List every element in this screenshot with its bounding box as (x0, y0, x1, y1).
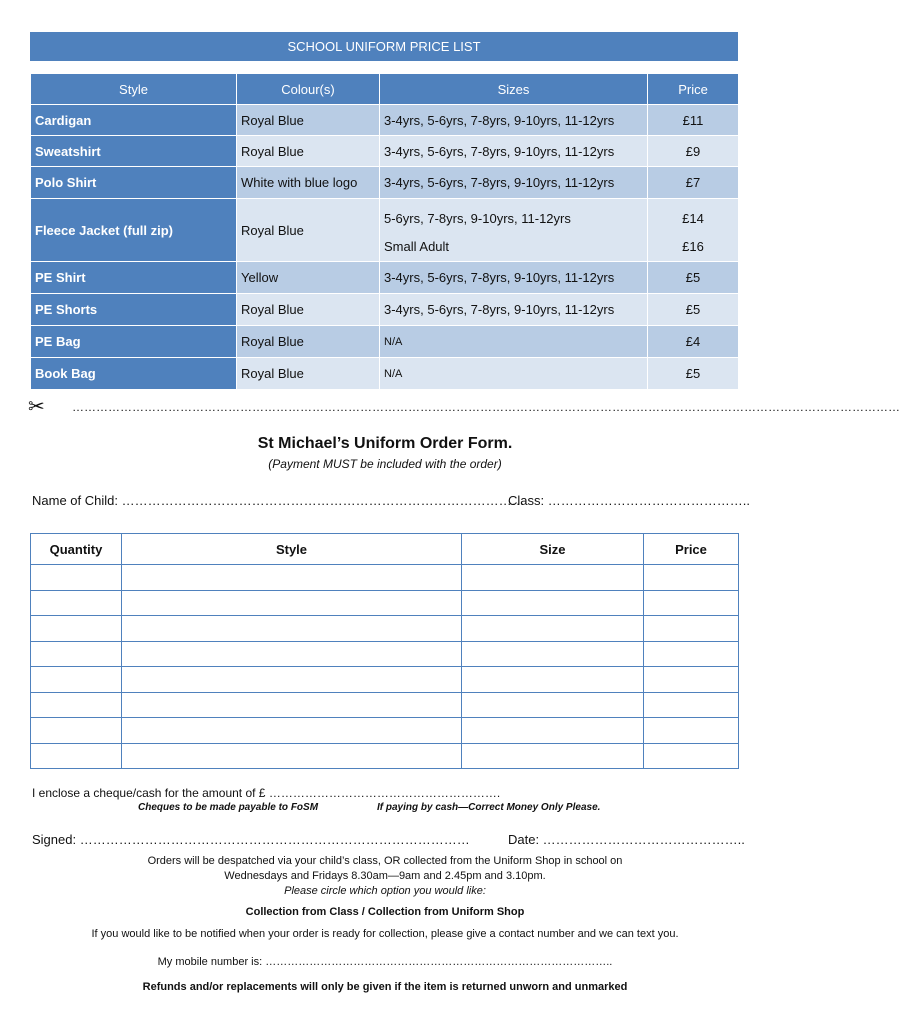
order-row (31, 667, 739, 693)
header-size: Size (462, 534, 644, 565)
row-colour: Royal Blue (237, 294, 380, 326)
row-colour: Royal Blue (237, 105, 380, 136)
table-row (31, 326, 739, 358)
quantity-cell[interactable] (31, 590, 122, 616)
despatch-note-line2: Wednesdays and Fridays 8.30am—9am and 2.45pm and 3.10pm. (224, 870, 546, 882)
row-style: PE Shirt (31, 262, 237, 294)
size-option: Small Adult (384, 239, 450, 254)
row-price: £5 (648, 294, 739, 326)
row-style: PE Shorts (31, 294, 237, 326)
row-style: Polo Shirt (31, 167, 237, 199)
row-style: PE Bag (31, 326, 237, 358)
mobile-number-field[interactable]: My mobile number is: ………………………………………………………………………………….. (157, 956, 613, 968)
header-quantity: Quantity (31, 534, 122, 565)
row-colour: Royal Blue (237, 136, 380, 167)
date-field[interactable]: Date: ……………………………………….. (508, 832, 745, 847)
size-cell[interactable] (462, 641, 644, 667)
row-colour: White with blue logo (237, 167, 380, 199)
size-cell[interactable] (462, 616, 644, 642)
row-sizes: 3-4yrs, 5-6yrs, 7-8yrs, 9-10yrs, 11-12yrs (380, 167, 648, 199)
size-cell[interactable] (462, 590, 644, 616)
row-price: £7 (648, 167, 739, 199)
row-style: Fleece Jacket (full zip) (31, 199, 237, 262)
size-option: 5-6yrs, 7-8yrs, 9-10yrs, 11-12yrs (384, 211, 571, 226)
price-cell[interactable] (644, 616, 739, 642)
order-row (31, 590, 739, 616)
row-sizes: 3-4yrs, 5-6yrs, 7-8yrs, 9-10yrs, 11-12yrs (380, 105, 648, 136)
despatch-note-line1: Orders will be despatched via your child’s class, OR collected from the Uniform Shop in school on (147, 855, 623, 867)
table-row (31, 199, 739, 262)
order-table-header (31, 534, 739, 565)
row-sizes: 3-4yrs, 5-6yrs, 7-8yrs, 9-10yrs, 11-12yrs (380, 136, 648, 167)
row-style: Book Bag (31, 358, 237, 390)
price-cell[interactable] (644, 641, 739, 667)
header-style: Style (31, 74, 237, 105)
style-cell[interactable] (122, 590, 462, 616)
scissors-icon: ✂ (28, 396, 45, 418)
size-cell[interactable] (462, 718, 644, 744)
order-row (31, 718, 739, 744)
order-row (31, 565, 739, 591)
style-cell[interactable] (122, 616, 462, 642)
header-sizes: Sizes (380, 74, 648, 105)
style-cell[interactable] (122, 718, 462, 744)
price-cell[interactable] (644, 718, 739, 744)
form-subtitle: (Payment MUST be included with the order) (268, 457, 502, 471)
order-row (31, 641, 739, 667)
price-cell[interactable] (644, 590, 739, 616)
style-cell[interactable] (122, 641, 462, 667)
quantity-cell[interactable] (31, 743, 122, 769)
row-price: £4 (648, 326, 739, 358)
size-cell[interactable] (462, 565, 644, 591)
row-price (648, 199, 739, 262)
row-price: £5 (648, 358, 739, 390)
signature-field[interactable]: Signed: ……………………………………………………………………………… (32, 832, 470, 847)
price-table-header (31, 74, 739, 105)
price-option: £14 (682, 211, 704, 226)
row-sizes: N/A (380, 358, 648, 390)
style-cell[interactable] (122, 667, 462, 693)
row-price: £9 (648, 136, 739, 167)
table-row (31, 358, 739, 390)
table-row (31, 136, 739, 167)
cash-note: If paying by cash—Correct Money Only Please. (377, 802, 601, 813)
circle-instruction: Please circle which option you would like: (284, 885, 486, 897)
refund-note: Refunds and/or replacements will only be given if the item is returned unworn and unmarked (142, 981, 628, 993)
row-colour: Royal Blue (237, 326, 380, 358)
price-table (30, 73, 739, 390)
table-row (31, 262, 739, 294)
row-sizes: 3-4yrs, 5-6yrs, 7-8yrs, 9-10yrs, 11-12yrs (380, 262, 648, 294)
collection-options[interactable]: Collection from Class / Collection from Uniform Shop (245, 906, 525, 918)
order-table (30, 533, 739, 769)
child-name-field[interactable]: Name of Child: ………………………………………………………………………………… (32, 493, 525, 508)
quantity-cell[interactable] (31, 667, 122, 693)
price-option: £16 (682, 239, 704, 254)
payment-amount-field[interactable]: I enclose a cheque/cash for the amount of £ …………………………………………………. (32, 786, 501, 800)
quantity-cell[interactable] (31, 718, 122, 744)
header-price: Price (644, 534, 739, 565)
header-price: Price (648, 74, 739, 105)
table-row (31, 105, 739, 136)
header-colour: Colour(s) (237, 74, 380, 105)
size-cell[interactable] (462, 667, 644, 693)
row-price: £5 (648, 262, 739, 294)
row-sizes: N/A (380, 326, 648, 358)
header-style: Style (122, 534, 462, 565)
row-sizes (380, 199, 648, 262)
row-colour: Royal Blue (237, 199, 380, 262)
price-cell[interactable] (644, 667, 739, 693)
table-row (31, 294, 739, 326)
quantity-cell[interactable] (31, 565, 122, 591)
order-row (31, 692, 739, 718)
quantity-cell[interactable] (31, 692, 122, 718)
row-sizes: 3-4yrs, 5-6yrs, 7-8yrs, 9-10yrs, 11-12yrs (380, 294, 648, 326)
style-cell[interactable] (122, 743, 462, 769)
style-cell[interactable] (122, 565, 462, 591)
size-cell[interactable] (462, 743, 644, 769)
price-cell[interactable] (644, 692, 739, 718)
order-row (31, 616, 739, 642)
cheques-note: Cheques to be made payable to FoSM (138, 802, 319, 813)
price-list-banner: SCHOOL UNIFORM PRICE LIST (30, 32, 738, 61)
row-colour: Yellow (237, 262, 380, 294)
cut-line: ……………………………………………………………………………………………………………………………………………………………………………………… (72, 400, 900, 414)
price-cell[interactable] (644, 565, 739, 591)
quantity-cell[interactable] (31, 616, 122, 642)
style-cell[interactable] (122, 692, 462, 718)
row-colour: Royal Blue (237, 358, 380, 390)
row-price: £11 (648, 105, 739, 136)
order-row (31, 743, 739, 769)
row-style: Sweatshirt (31, 136, 237, 167)
notify-note: If you would like to be notified when your order is ready for collection, please give a contact number and we can text you. (91, 928, 679, 940)
quantity-cell[interactable] (31, 641, 122, 667)
class-field[interactable]: Class: ……………………………………….. (508, 493, 750, 508)
size-cell[interactable] (462, 692, 644, 718)
row-style: Cardigan (31, 105, 237, 136)
form-title: St Michael’s Uniform Order Form. (257, 435, 513, 452)
price-cell[interactable] (644, 743, 739, 769)
table-row (31, 167, 739, 199)
